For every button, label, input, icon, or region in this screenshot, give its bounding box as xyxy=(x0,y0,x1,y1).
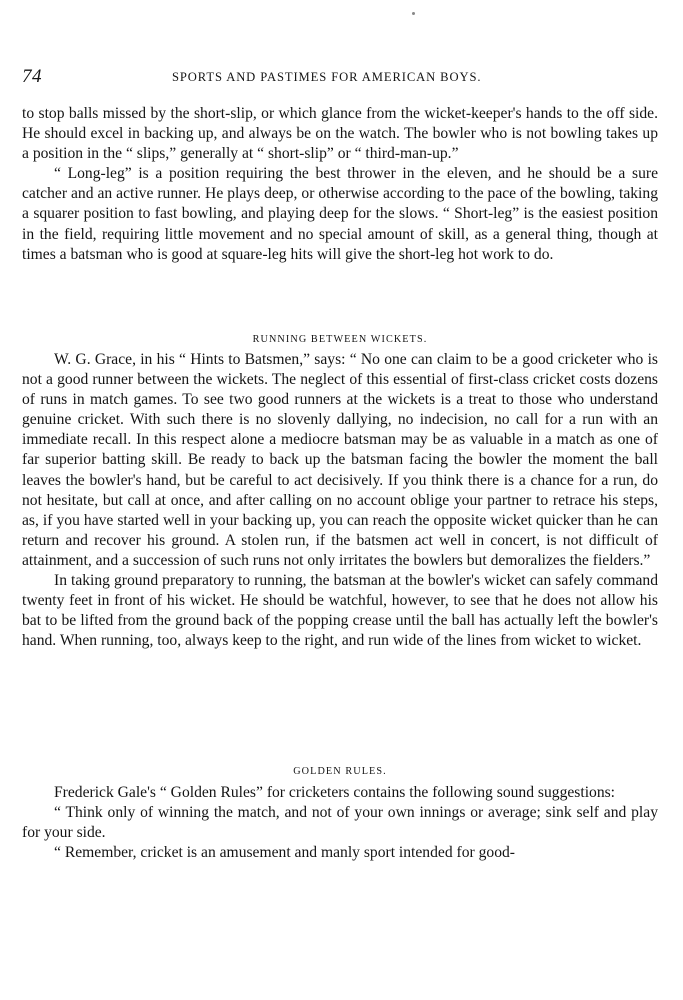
section-heading-golden-rules: GOLDEN RULES. xyxy=(293,766,387,777)
paragraph-taking-ground: In taking ground preparatory to running, the batsman at the bowler's wicket can safely command twenty feet in front of his wicket. He should be watchful, however, to see that he does not allow his bat to be lifted from the ground back of the popping crease until the ball has actually left the bowler's hand. When running, too, always keep to the right, and run wide of the lines from wicket to wicket. xyxy=(22,572,658,650)
paragraph-long-leg: “ Long-leg” is a position requiring the best thrower in the eleven, and he should be a sure catcher and an active runner. He plays deep, or otherwise according to the pace of the bowling, taking a squarer position to fast bowling, and playing deep for the slows. “ Short-leg” is the easiest position in the field, requiring little movement and no special amount of skill, as a general thing, though at times a batsman who is good at square-leg hits will give the short-leg hot work to do. xyxy=(22,165,658,263)
page-header xyxy=(22,66,658,88)
opening-text xyxy=(22,104,658,265)
paragraph-rule-amusement: “ Remember, cricket is an amusement and manly sport intended for good- xyxy=(54,844,515,862)
paragraph-gale-intro: Frederick Gale's “ Golden Rules” for cricketers contains the following sound suggestions: xyxy=(54,784,616,801)
running-title: SPORTS AND PASTIMES FOR AMERICAN BOYS. xyxy=(172,70,482,84)
paragraph-rule-winning: “ Think only of winning the match, and not of your own innings or average; sink self and play for your side. xyxy=(22,804,658,842)
page-number: 74 xyxy=(22,66,42,87)
paragraph-grace-quote: W. G. Grace, in his “ Hints to Batsmen,” says: “ No one can claim to be a good cricketer who is not a good runner between the wickets. The neglect of this essential of first-class cricket costs dozens of runs in match games. To see two good runners at the wickets is a treat to those who understand genuine cricket. With such there is no slovenly dallying, no indecision, no call for a run with an immediate recall. In this respect alone a mediocre batsman may be as valuable in a match as one of far superior batting skill. Be ready to back up the batsman facing the bowler the moment the ball leaves the bowler's hand, but be careful to act decisively. If you think there is a chance for a run, do not hesitate, but call at once, and after calling on no account oblige your partner to retrace his steps, as, if you have started well in your backing up, you can reach the opposite wicket quicker than he can return and recover his ground. A stolen run, if the batsmen act well in concert, is not difficult of attainment, and a succession of such runs not only irritates the bowlers but demoralizes the fielders.” xyxy=(22,351,658,569)
paragraph-fielding-slips: to stop balls missed by the short-slip, or which glance from the wicket-keeper's hands to the off side. He should excel in backing up, and always be on the watch. The bowler who is not bowling takes up a position in the “ slips,” generally at “ short-slip” or “ third-man-up.” xyxy=(22,105,658,163)
golden-rules-text xyxy=(22,783,658,863)
section-heading-running: RUNNING BETWEEN WICKETS. xyxy=(252,334,428,345)
page-speck xyxy=(412,12,415,15)
running-section-text xyxy=(22,350,658,651)
